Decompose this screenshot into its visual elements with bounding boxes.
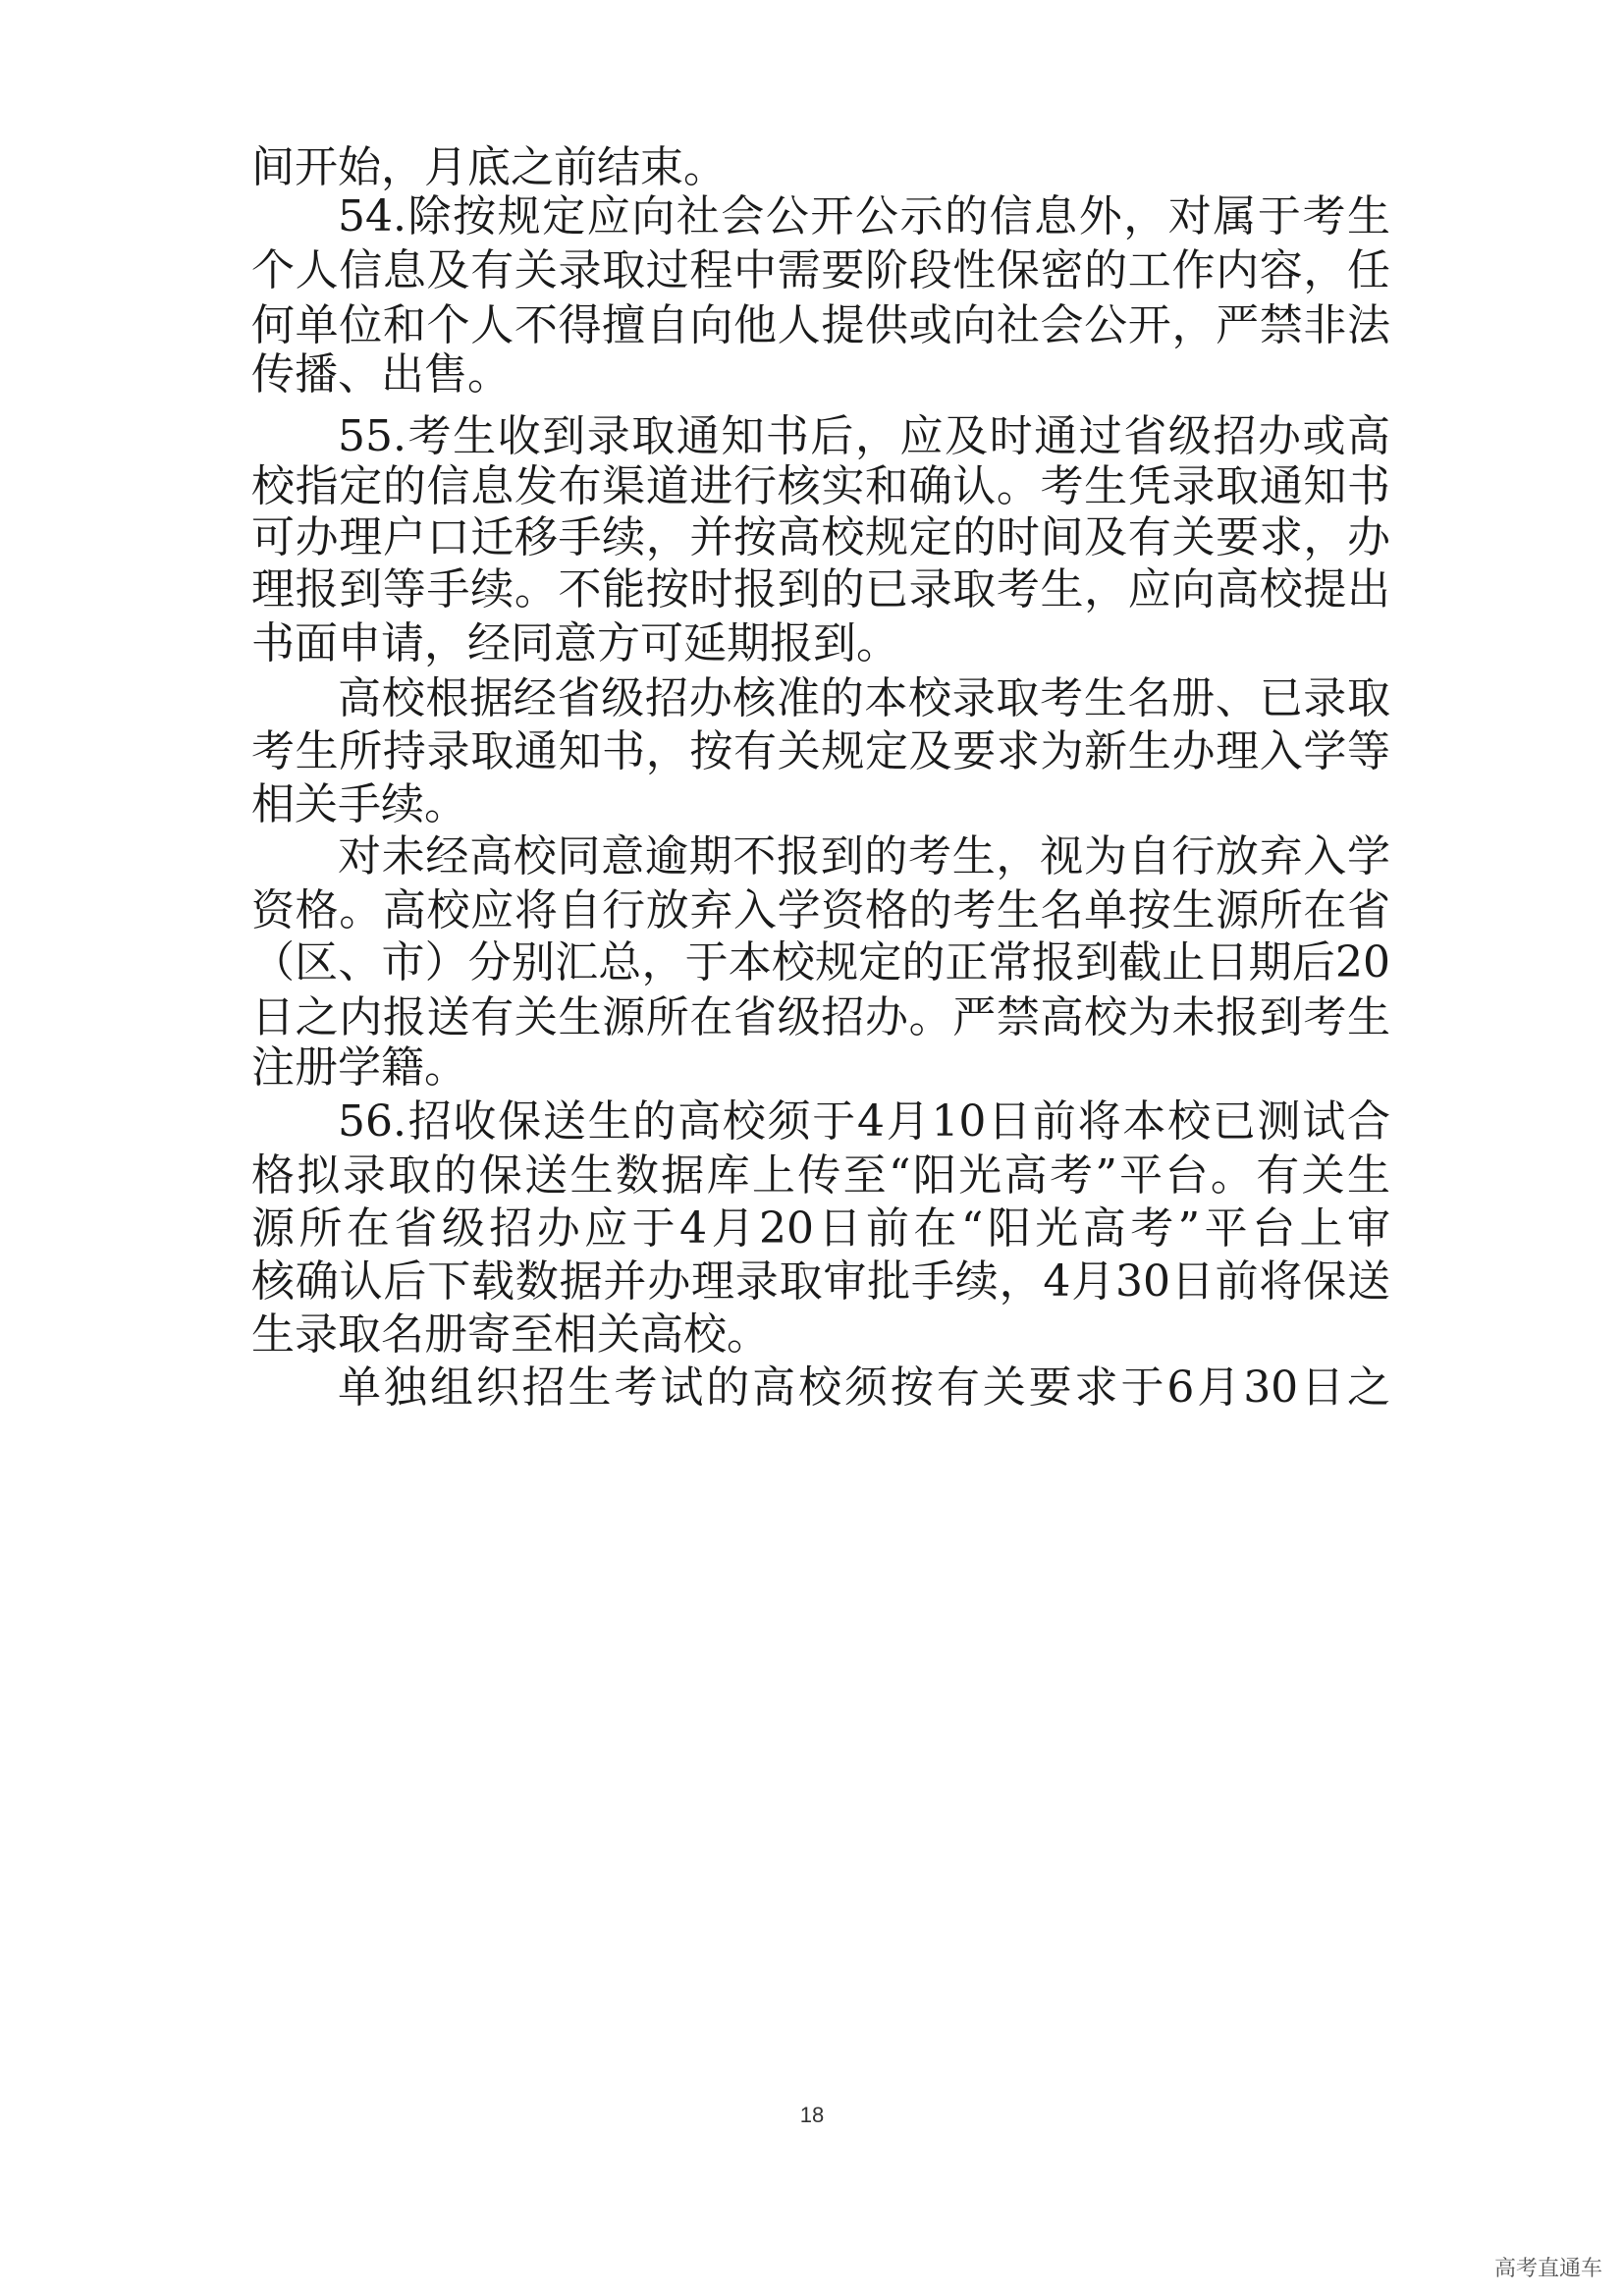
text-line-7: 校指定的信息发布渠道进行核实和确认。考生凭录取通知书 xyxy=(251,461,1390,511)
text-line-10: 书面申请，经同意方可延期报到。 xyxy=(251,618,899,668)
text-line-5: 传播、出售。 xyxy=(251,349,511,400)
text-line-12: 考生所持录取通知书，按有关规定及要求为新生办理入学等 xyxy=(251,726,1390,776)
text-line-3: 个人信息及有关录取过程中需要阶段性保密的工作内容，任 xyxy=(251,245,1390,295)
text-line-18: 注册学籍。 xyxy=(251,1042,467,1093)
text-line-8: 可办理户口迁移手续，并按高校规定的时间及有关要求，办 xyxy=(251,512,1390,562)
watermark: 高考直通车 xyxy=(1494,2252,1602,2282)
text-line-19: 56.招收保送生的高校须于4月10日前将本校已测试合 xyxy=(338,1096,1390,1147)
text-line-1: 间开始，月底之前结束。 xyxy=(251,142,727,192)
text-line-2: 54.除按规定应向社会公开公示的信息外，对属于考生 xyxy=(338,191,1390,241)
text-line-4: 何单位和个人不得擅自向他人提供或向社会公开，严禁非法 xyxy=(251,300,1390,350)
text-line-24: 单独组织招生考试的高校须按有关要求于6月30日之 xyxy=(338,1362,1390,1413)
text-line-14: 对未经高校同意逾期不报到的考生，视为自行放弃入学 xyxy=(338,831,1390,881)
text-line-17: 日之内报送有关生源所在省级招办。严禁高校为未报到考生 xyxy=(251,992,1390,1042)
text-line-11: 高校根据经省级招办核准的本校录取考生名册、已录取 xyxy=(338,673,1390,723)
text-line-9: 理报到等手续。不能按时报到的已录取考生，应向高校提出 xyxy=(251,564,1390,614)
text-line-23: 生录取名册寄至相关高校。 xyxy=(251,1309,770,1360)
text-line-15: 资格。高校应将自行放弃入学资格的考生名单按生源所在省 xyxy=(251,885,1390,935)
page-number: 18 xyxy=(799,2103,825,2127)
text-line-13: 相关手续。 xyxy=(251,779,467,829)
text-line-22: 核确认后下载数据并办理录取审批手续，4月30日前将保送 xyxy=(251,1256,1390,1307)
text-line-16: （区、市）分别汇总，于本校规定的正常报到截止日期后20 xyxy=(251,937,1390,988)
text-line-6: 55.考生收到录取通知书后，应及时通过省级招办或高 xyxy=(338,411,1390,461)
text-line-21: 源所在省级招办应于4月20日前在“阳光高考”平台上审 xyxy=(251,1203,1390,1254)
text-line-20: 格拟录取的保送生数据库上传至“阳光高考”平台。有关生 xyxy=(251,1150,1390,1201)
